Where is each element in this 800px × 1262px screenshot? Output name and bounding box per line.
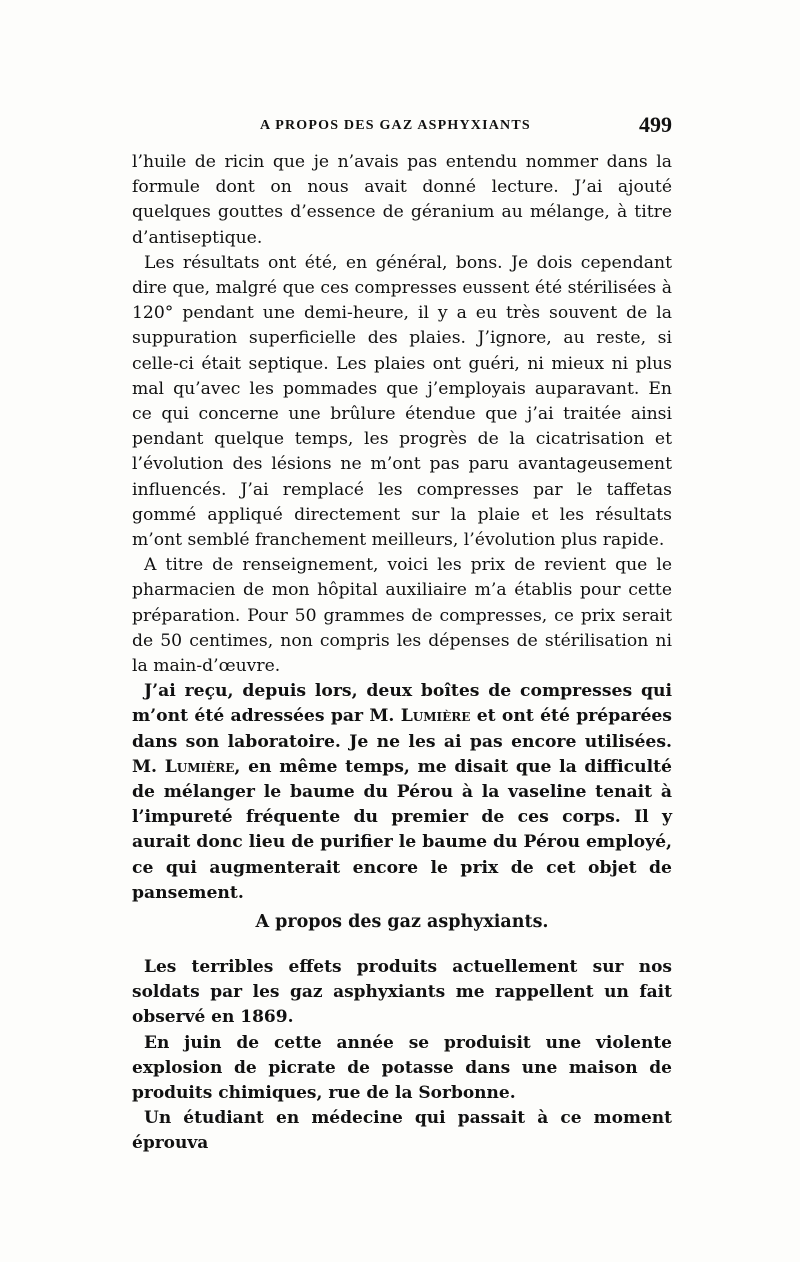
section-text	[132, 955, 672, 1157]
running-head	[132, 112, 672, 138]
paragraph-4-part-a: J’ai reçu, depuis lors, deux boîtes de compresses qui m’ont été adressées par M.	[132, 681, 672, 727]
body-text	[132, 150, 672, 906]
paragraph-4	[132, 679, 672, 906]
page-number: 499	[639, 112, 672, 137]
section-paragraph-2: En juin de cette année se produisit une violente explosion de picrate de potasse dans une maison de produits chimiques, rue de la Sorbonne.	[132, 1032, 672, 1104]
paragraph-4-part-c: , en même temps, me disait que la difficulté de mélanger le baume du Pérou à la vaseline tenait à l’impureté fréquente du premier de ces corps. Il y aurait donc lieu de purifier le baume du Pérou employé, ce qui augmenterait encore le prix de cet objet de pansement.	[132, 756, 672, 903]
author-name-lumiere-2: Lumière	[164, 756, 235, 777]
paragraph-3: A titre de renseignement, voici les prix de revient que le pharmacien de mon hôpital auxiliaire m’a établis pour cette préparation. Pour 50 grammes de compresses, ce prix serait de 50 centimes, non compris les dépenses de stérilisation ni la main-d’œuvre.	[132, 555, 672, 677]
section-paragraph-1: Les terribles effets produits actuellement sur nos soldats par les gaz asphyxiants me rappellent un fait observé en 1869.	[132, 957, 672, 1028]
paragraph-4-part-b: et ont été préparées dans son laboratoire. Je ne les ai pas encore utilisées. M.	[132, 706, 672, 777]
paragraph-1: l’huile de ricin que je n’avais pas entendu nommer dans la formule dont on nous avait donné lecture. J’ai ajouté quelques gouttes d’essence de géranium au mélange, à titre d’antiseptique.	[132, 152, 672, 248]
paragraph-2: Les résultats ont été, en général, bons. Je dois cependant dire que, malgré que ces compresses eussent été stérilisées à 120° pendant une demi-heure, il y a eu très souvent de la suppuration superficielle des plaies. J’ignore, au reste, si celle-ci était septique. Les plaies ont guéri, ni mieux ni plus mal qu’avec les pommades que j’employais auparavant. En ce qui concerne une brûlure étendue que j’ai traitée ainsi pendant quelque temps, les progrès de la cicatrisation et l’évolution des lésions ne m’ont pas paru avantageusement influencés. J’ai remplacé les compresses par le taffetas gommé appliqué directement sur la plaie et les résultats m’ont semblé franchement meilleurs, l’évolution plus rapide.	[132, 252, 672, 551]
section-paragraph-3: Un étudiant en médecine qui passait à ce moment éprouva	[132, 1108, 672, 1154]
section-heading: A propos des gaz asphyxiants.	[255, 912, 549, 932]
running-title: A PROPOS DES GAZ ASPHYXIANTS	[260, 118, 531, 133]
author-name-lumiere: Lumière	[400, 706, 471, 727]
